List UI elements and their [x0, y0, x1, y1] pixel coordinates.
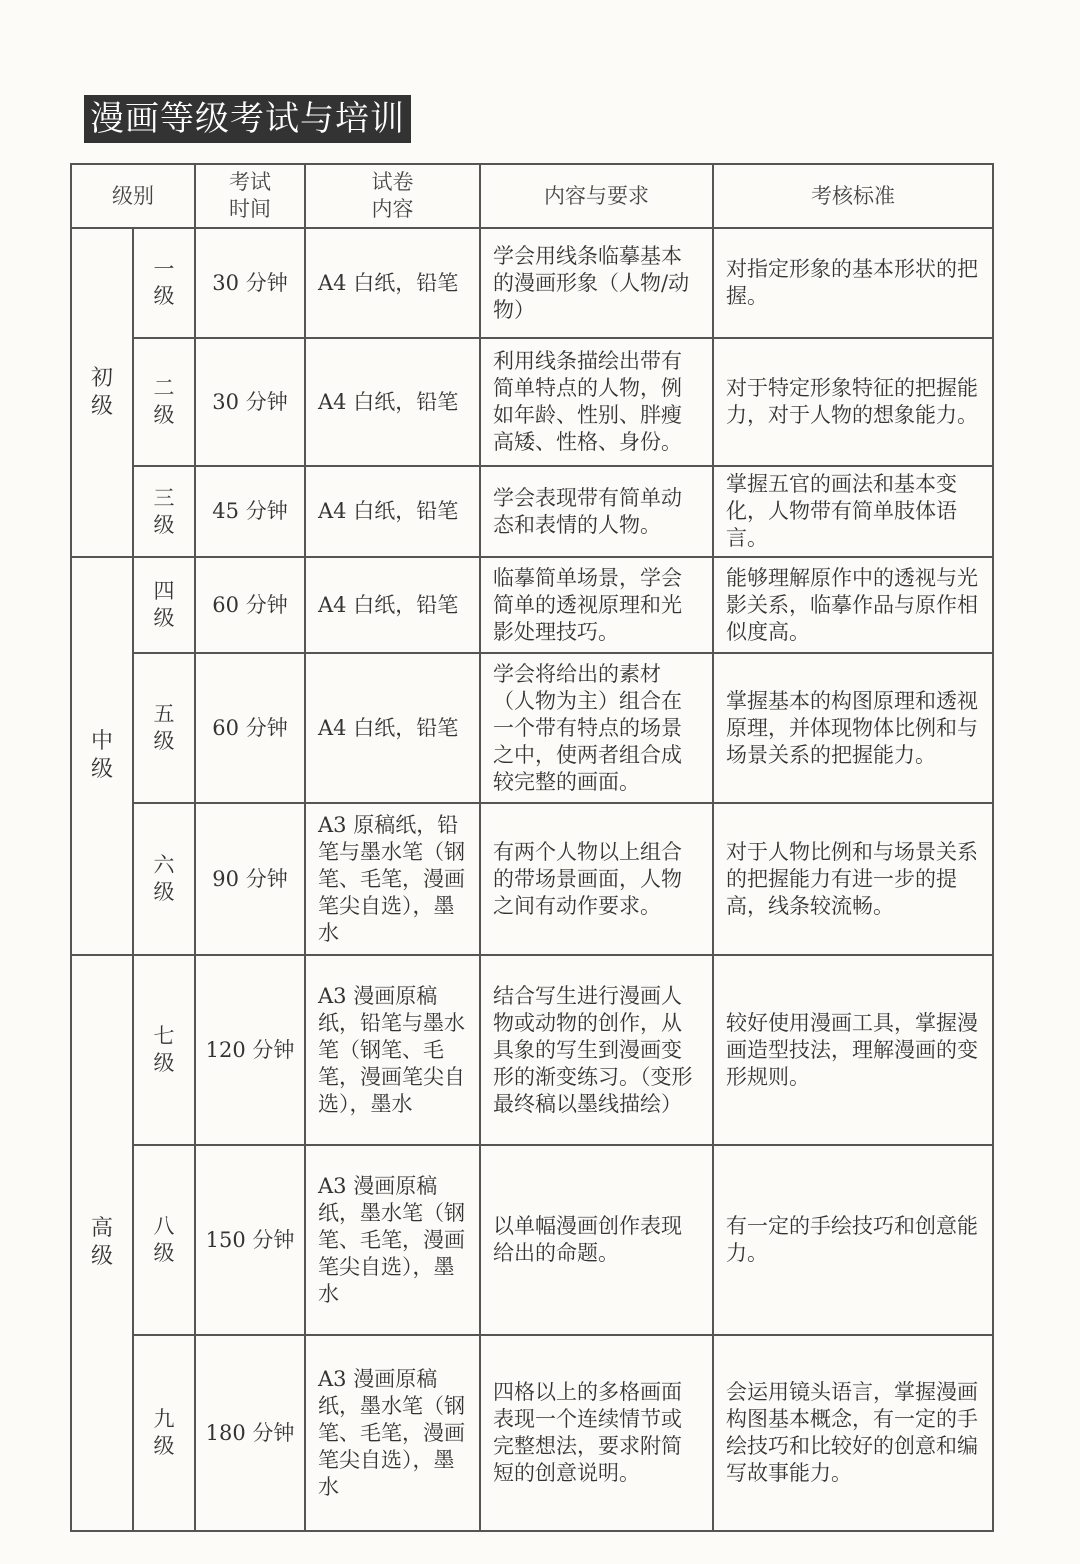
level-char: 级 [153, 284, 175, 308]
content-cell: 利用线条描绘出带有简单特点的人物，例如年龄、性别、胖瘦高矮、性格、身份。 [480, 338, 713, 466]
group-label-char: 初 [90, 365, 113, 391]
level-cell [133, 228, 195, 338]
paper-cell: A4 白纸，铅笔 [305, 466, 480, 557]
paper-cell: A4 白纸，铅笔 [305, 653, 480, 803]
level-char: 级 [153, 729, 175, 753]
table-row [71, 338, 993, 466]
time-cell: 60 分钟 [195, 557, 305, 653]
level-cell [133, 466, 195, 557]
level-char: 八 [153, 1214, 175, 1238]
time-cell: 180 分钟 [195, 1335, 305, 1531]
header-content: 内容与要求 [480, 164, 713, 228]
time-cell: 90 分钟 [195, 803, 305, 955]
content-cell: 临摹简单场景，学会简单的透视原理和光影处理技巧。 [480, 557, 713, 653]
content-cell: 学会将给出的素材（人物为主）组合在一个带有特点的场景之中，使两者组合成较完整的画面。 [480, 653, 713, 803]
paper-cell: A4 白纸，铅笔 [305, 338, 480, 466]
table-row [71, 466, 993, 557]
group-label-char: 级 [90, 757, 113, 782]
time-cell: 30 分钟 [195, 338, 305, 466]
time-cell: 120 分钟 [195, 955, 305, 1145]
group-label-char: 级 [90, 1244, 113, 1269]
paper-cell: A4 白纸，铅笔 [305, 228, 480, 338]
group-cell-intermediate [71, 557, 133, 955]
paper-cell: A3 漫画原稿纸，墨水笔（钢笔、毛笔，漫画笔尖自选），墨水 [305, 1145, 480, 1335]
time-cell: 150 分钟 [195, 1145, 305, 1335]
level-cell [133, 803, 195, 955]
level-char: 三 [153, 485, 175, 510]
group-label-char: 高 [90, 1216, 113, 1241]
paper-cell: A3 漫画原稿纸，铅笔与墨水笔（钢笔、毛笔，漫画笔尖自选），墨水 [305, 955, 480, 1145]
content-cell: 以单幅漫画创作表现给出的命题。 [480, 1145, 713, 1335]
header-level: 级别 [71, 164, 195, 228]
table-row [71, 228, 993, 338]
time-cell: 30 分钟 [195, 228, 305, 338]
level-char: 五 [153, 702, 175, 726]
level-cell [133, 1145, 195, 1335]
level-cell [133, 557, 195, 653]
page-title: 漫画等级考试与培训 [84, 95, 411, 143]
standard-cell: 对指定形象的基本形状的把握。 [713, 228, 993, 338]
standard-cell: 有一定的手绘技巧和创意能力。 [713, 1145, 993, 1335]
paper-cell: A4 白纸，铅笔 [305, 557, 480, 653]
group-cell-advanced [71, 955, 133, 1531]
standard-cell: 对于特定形象特征的把握能力，对于人物的想象能力。 [713, 338, 993, 466]
standard-cell: 掌握五官的画法和基本变化，人物带有简单肢体语言。 [713, 466, 993, 557]
group-cell-primary [71, 228, 133, 557]
header-paper [305, 164, 480, 228]
level-cell [133, 1335, 195, 1531]
table-row [71, 803, 993, 955]
content-cell: 有两个人物以上组合的带场景画面，人物之间有动作要求。 [480, 803, 713, 955]
paper-cell: A3 漫画原稿纸，墨水笔（钢笔、毛笔，漫画笔尖自选），墨水 [305, 1335, 480, 1531]
level-char: 一 [153, 257, 175, 281]
level-char: 级 [153, 1241, 175, 1265]
header-time-line2: 时间 [229, 197, 271, 221]
level-char: 九 [153, 1407, 175, 1431]
content-cell: 学会表现带有简单动态和表情的人物。 [480, 466, 713, 557]
standard-cell: 会运用镜头语言，掌握漫画构图基本概念，有一定的手绘技巧和比较好的创意和编写故事能力。 [713, 1335, 993, 1531]
time-cell: 45 分钟 [195, 466, 305, 557]
table-row [71, 653, 993, 803]
level-char: 级 [153, 880, 175, 904]
content-cell: 学会用线条临摹基本的漫画形象（人物/动物） [480, 228, 713, 338]
level-char: 级 [153, 1434, 175, 1458]
level-cell [133, 955, 195, 1145]
level-cell [133, 653, 195, 803]
header-standard: 考核标准 [713, 164, 993, 228]
level-char: 级 [153, 1051, 175, 1075]
table-row [71, 1335, 993, 1531]
standard-cell: 对于人物比例和与场景关系的把握能力有进一步的提高，线条较流畅。 [713, 803, 993, 955]
level-char: 二 [153, 376, 175, 400]
table-row [71, 955, 993, 1145]
header-time [195, 164, 305, 228]
standard-cell: 较好使用漫画工具，掌握漫画造型技法，理解漫画的变形规则。 [713, 955, 993, 1145]
table-row [71, 1145, 993, 1335]
header-paper-line2: 内容 [371, 197, 414, 221]
header-paper-line1: 试卷 [371, 170, 414, 194]
standard-cell: 掌握基本的构图原理和透视原理，并体现物体比例和与场景关系的把握能力。 [713, 653, 993, 803]
content-cell: 四格以上的多格画面表现一个连续情节或完整想法，要求附简短的创意说明。 [480, 1335, 713, 1531]
level-char: 七 [153, 1024, 175, 1048]
table-header-row [71, 164, 993, 228]
standard-cell: 能够理解原作中的透视与光影关系，临摹作品与原作相似度高。 [713, 557, 993, 653]
paper-cell: A3 原稿纸，铅笔与墨水笔（钢笔、毛笔，漫画笔尖自选），墨水 [305, 803, 480, 955]
content-cell: 结合写生进行漫画人物或动物的创作，从具象的写生到漫画变形的渐变练习。（变形最终稿以墨线描绘） [480, 955, 713, 1145]
group-label-char: 中 [90, 729, 113, 754]
time-cell: 60 分钟 [195, 653, 305, 803]
header-time-line1: 考试 [229, 170, 271, 194]
level-char: 级 [153, 512, 175, 537]
group-label-char: 级 [90, 393, 113, 419]
exam-level-table [70, 163, 994, 1532]
level-char: 六 [153, 853, 175, 877]
level-char: 级 [153, 606, 175, 630]
table-row [71, 557, 993, 653]
level-char: 四 [153, 579, 175, 603]
level-cell [133, 338, 195, 466]
level-char: 级 [153, 403, 175, 427]
